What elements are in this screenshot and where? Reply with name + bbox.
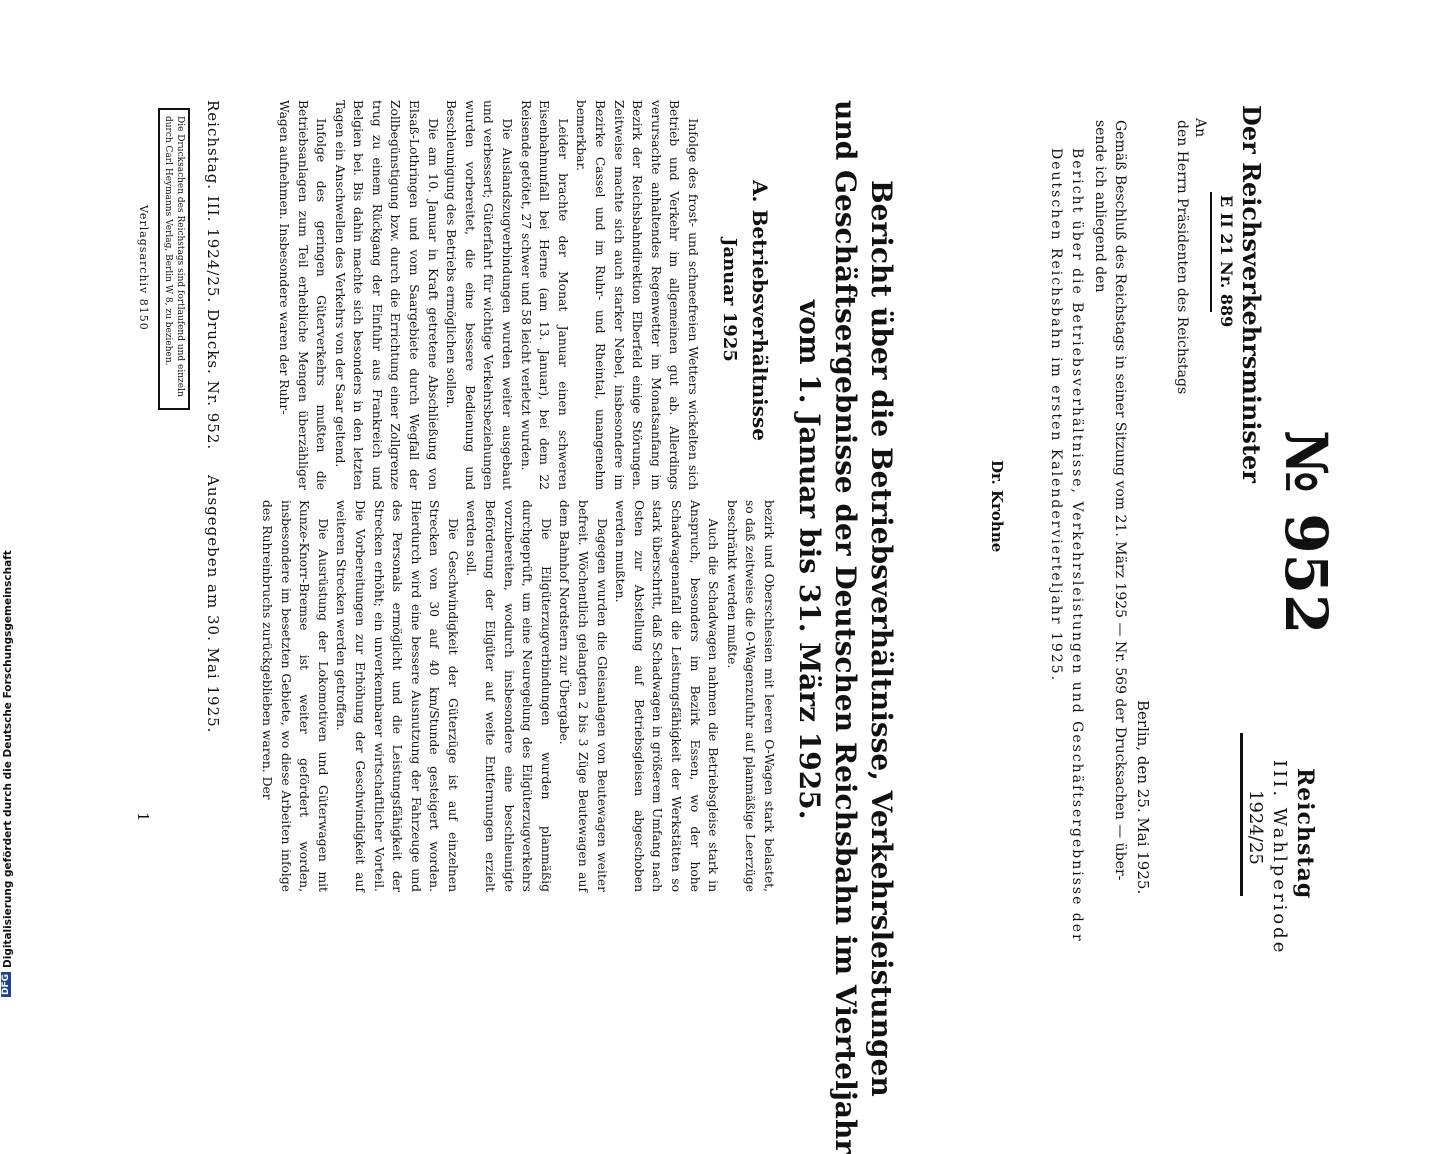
letter-line-2: sende ich anliegend den [1092, 120, 1108, 293]
paragraph: Dagegen wurden die Gleisanlagen von Beutewagen weiter befreit. Wöchentlich gelangten 2 bis 3 Züge Beutewagen auf dem Bahnhof Nordstern zur Übergabe. [557, 500, 609, 892]
paragraph: bezirk und Oberschlesien mit leeren O-Wagen stark belastet, so daß zeitweise die O-Wagenzufuhr auf planmäßige Leerzüge beschränkt werden mußte. [724, 500, 776, 892]
place-date: Berlin, den 25. Mai 1925. [1134, 700, 1152, 895]
recipient-name: den Herrn Präsidenten des Reichstags [1174, 120, 1190, 395]
period-years: 1924/25 [1245, 790, 1266, 865]
wahlperiode-rule [1240, 733, 1243, 896]
sender-reference: E II 21 Nr. 889 [1217, 195, 1236, 328]
recipient-an: An [1192, 118, 1208, 138]
signature: Dr. Krohne [988, 460, 1006, 553]
paragraph: Die am 10. Januar in Kraft getretene Abschließung von Elsaß-Lothringen und vom Saargebiete durch Wegfall der Zollbegünstigung bzw. durch die Errichtung einer Zollgrenze trug zu einem Rückgang der Einfuhr aus Frankreich und Belgien bei. Bis dahin machte sich besonders in den letzten Tagen ein Anschwellen des Verkehrs von der Saar geltend. [332, 100, 440, 490]
paragraph: Infolge des frost- und schneefreien Wetters wickelten sich Betrieb und Verkehr im allgemeinen gut ab. Allerdings verursachte anhaltendes Regenwetter im Monatsanfang im Bezirk der Reichsbahndirektion Elberfeld einige Störungen. Zeitweise machte sich auch starker Nebel, insbesondere im Bezirke Cassel und im Ruhr- und Rheintal, unangenehm bemerkbar. [574, 100, 700, 490]
publisher-notice: Die Drucksachen des Reichstags sind fortlaufend und einzeln durch Carl Heymanns Verlag, Berlin W 8, zu beziehen. [158, 108, 190, 410]
paragraph: Die Geschwindigkeit der Güterzüge ist auf einzelnen Strecken von 30 auf 40 km/Stunde gesteigert worden. Hierdurch wird eine bessere Ausnutzung der Fahrzeuge und des Personals ermöglicht und die Leistungsfähigkeit der Strecken erhöht; ein unverkennbarer wirtschaftlicher Vorteil. Die Vorbereitungen zur Erhöhung der Geschwindigkeit auf weiteren Strecken werden getroffen. [334, 500, 460, 892]
report-title-line-2: und Geschäftsergebnisse der Deutschen Reichsbahn im Vierteljahr [829, 100, 862, 1154]
document-number: № 952 [1272, 430, 1340, 635]
letter-line-4: Deutschen Reichsbahn im ersten Kalendervierteljahr 1925. [1048, 148, 1064, 683]
reference-underline [1210, 192, 1212, 312]
month-heading: Januar 1925 [719, 238, 740, 362]
right-column [257, 500, 778, 892]
archive-label: Verlagsarchiv 8150 [137, 205, 150, 331]
dfg-logo: DFG [1, 973, 11, 995]
sender-title: Der Reichsverkehrsminister [1237, 105, 1266, 483]
reichstag-label: Reichstag [1292, 768, 1318, 900]
report-title-line-1: Bericht über die Betriebsverhältnisse, Verkehrsleistungen [865, 180, 898, 1097]
left-column [274, 100, 702, 490]
paragraph: Die Auslandszugverbindungen wurden weiter ausgebaut und verbessert; Güterfahrt für wichtige Verkehrsbeziehungen wurden vorbereitet, die eine bessere Bedienung und Beschleunigung des Betriebs ermöglichen sollen. [444, 100, 515, 490]
paragraph: Die Ausrüstung der Lokomotiven und Güterwagen mit Kunze-Knorr-Bremse ist weiter gefördert worden, insbesondere im besetzten Gebiete, wo diese Arbeiten infolge des Ruhreinbruchs zurückgeblieben waren. Der [259, 500, 330, 892]
wahlperiode-label: III. Wahlperiode [1269, 760, 1290, 956]
paragraph: Infolge des geringen Güterverkehrs mußten die Betriebsanlagen zum Teil erhebliche Mengen überzähliger Wagen aufnehmen. Insbesondere waren der Ruhr- [276, 100, 329, 490]
page-number: 1 [134, 812, 152, 822]
issued-date: Ausgegeben am 30. Mai 1925. [204, 475, 222, 734]
paragraph: Auch die Schadwagen nahmen die Betriebsgleise stark in Anspruch, besonders im Bezirk Essen, wo der hohe Schadwagenanfall die Leistungsfähigkeit der Werkstätten so stark überschritt, daß Schadwagen in größerem Umfang nach Osten zur Abstellung auf Betriebsgleisen abgeschoben werden mußten. [613, 500, 721, 892]
issue-line: Reichstag. III. 1924/25. Drucks. Nr. 952. [204, 100, 222, 451]
report-title-line-3: vom 1. Januar bis 31. März 1925. [793, 300, 826, 820]
section-heading: A. Betriebsverhältnisse [748, 180, 772, 442]
paragraph: Die Eilgüterzugverbindungen wurden planmäßig durchgeprüft, um eine Neuregelung des Eilgüterzugverkehrs vorzubereiten, wodurch insbesondere eine beschleunigte Beförderung der Eilgüter auf weite Entfernungen erzielt werden soll. [464, 500, 553, 892]
letter-line-3: Bericht über die Betriebsverhältnisse, Verkehrsleistungen und Geschäftsergebnisse der [1069, 148, 1085, 943]
digitization-note: Digitalisierung gefördert durch die Deutsche Forschungsgemeinschaft [2, 550, 14, 968]
paragraph: Leider brachte der Monat Januar einen schweren Eisenbahnunfall bei Herne (am 13. Januar), bei dem 22 Reisende getötet, 27 schwer und 58 leicht verletzt wurden. [518, 100, 570, 490]
letter-line-1: Gemäß Beschluß des Reichstags in seiner Sitzung vom 21. März 1925 — Nr. 569 der Drucksachen — über- [1112, 120, 1128, 881]
